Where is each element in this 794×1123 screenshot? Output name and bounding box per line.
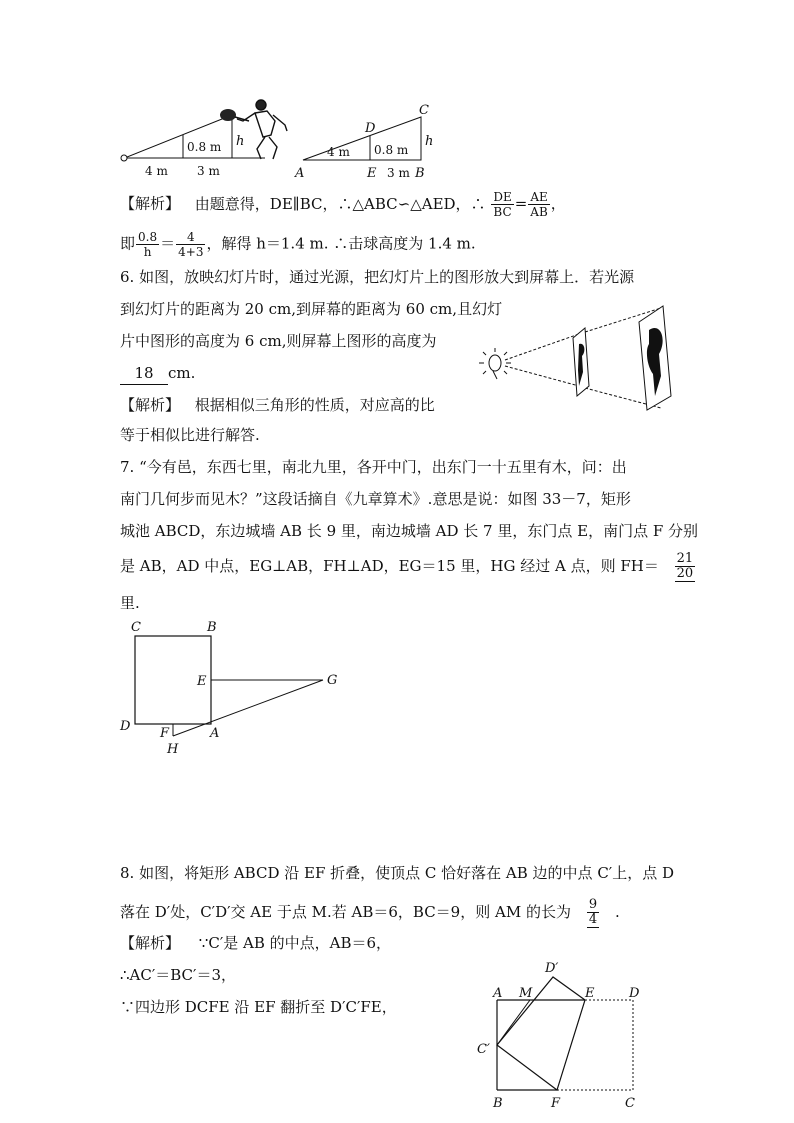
label-M: M [519, 986, 533, 1001]
label-C: C [131, 620, 141, 635]
solution-tag: 【解析】 [120, 194, 181, 213]
label-D: D [629, 986, 640, 1001]
label-E: E [197, 674, 207, 689]
q8-line2 [120, 898, 620, 928]
q6-line2-part3: 且幻灯 [457, 300, 503, 318]
triangle-abc-figure [295, 100, 445, 185]
label-G: G [327, 673, 338, 688]
label-H: H [167, 742, 179, 757]
dim-h: h [236, 134, 245, 149]
label-A: A [210, 726, 220, 741]
q7-line5: 里. [120, 594, 140, 612]
q7-line2: 南门几何步而见木？”这段话摘自《九章算术》.意思是说：如图 33－7，矩形 [120, 490, 631, 508]
point-B: B [415, 166, 425, 181]
label-B: B [493, 1096, 503, 1111]
label-F: F [551, 1096, 561, 1111]
fraction-4-7: $\frac{4}{4+3}$ [178, 230, 204, 259]
q5-solution-line2 [120, 230, 476, 259]
tennis-player-figure [115, 95, 300, 185]
q6-unit: cm. [168, 364, 196, 382]
projector-figure [475, 300, 680, 410]
city-figure [115, 615, 355, 760]
equals-sign: = [514, 194, 528, 213]
label-D-prime: D′ [545, 961, 559, 976]
q8-solution-line2: ∴AC′＝BC′＝3， [120, 966, 236, 984]
q6-line2-part1: 到幻灯片的距离为 20 cm [120, 300, 292, 318]
q6-answer-blank: 18 [120, 362, 168, 385]
q8-solution-line3: ∵四边形 DCFE 沿 EF 翻折至 D′C′FE， [120, 998, 397, 1016]
dim2-4m: 4 m [327, 145, 350, 159]
q7-line4-text: 是 AB，AD 中点，EG⊥AB，FH⊥AD，EG＝15 里，HG 经过 A 点，则 FH＝ [120, 557, 659, 575]
q7-line3: 城池 ABCD，东边城墙 AB 长 9 里，南边城墙 AD 长 7 里，东门点 E，南门点 F 分别 [120, 522, 699, 540]
label-F: F [160, 726, 170, 741]
dim-3m: 3 m [197, 164, 220, 178]
dim2-h: h [425, 134, 434, 149]
q8-answer-blank: $\frac{9}{4}$ [588, 897, 598, 927]
equals-sign-2: ＝ [160, 234, 176, 253]
point-D: D [365, 121, 376, 136]
dim-0-8m: 0.8 m [187, 140, 222, 154]
q6-solution-line2: 等于相似比进行解答. [120, 426, 260, 444]
solution-text: 由题意得，DE∥BC，∴△ABC∽△AED，∴ [194, 194, 486, 213]
q8-line2-text: 落在 D′处，C′D′交 AE 于点 M.若 AB＝6，BC＝9，则 AM 的长为 [120, 903, 571, 921]
q6-answer-line [120, 362, 195, 385]
q6-line2: 到幻灯片的距离为 20 cm,到屏幕的距离为 60 cm,且幻灯 [120, 300, 503, 318]
solution-tag: 【解析】 [120, 934, 181, 952]
player-silhouette-icon [237, 100, 287, 159]
label-C-prime: C′ [477, 1042, 490, 1057]
q6-line3: 片中图形的高度为 6 cm,则屏幕上图形的高度为 [120, 332, 437, 350]
q7-answer-blank: $\frac{21}{20}$ [676, 551, 694, 581]
solution-result: ，解得 h＝1.4 m. ∴击球高度为 1.4 m. [206, 234, 476, 253]
solution-text: 根据相似三角形的性质，对应高的比 [194, 396, 435, 414]
solution-tag: 【解析】 [120, 396, 181, 414]
label-D: D [120, 719, 131, 734]
dim-4m: 4 m [145, 164, 168, 178]
folded-rectangle-figure [475, 955, 655, 1115]
q8-line1: 8. 如图，将矩形 ABCD 沿 EF 折叠，使顶点 C 恰好落在 AB 边的中点 C′上，点 D [120, 864, 674, 882]
label-B: B [207, 620, 217, 635]
q7-line4 [120, 552, 711, 582]
dim2-3m: 3 m [387, 166, 410, 180]
point-E: E [367, 166, 377, 181]
q5-solution-line1 [120, 190, 566, 219]
q7-line1: 7. “今有邑，东西七里，南北九里，各开中门，出东门一十五里有木，问：出 [120, 458, 627, 476]
period: . [614, 903, 620, 921]
point-A: A [295, 166, 305, 181]
point-C: C [419, 103, 429, 118]
fraction-ae-ab: $\frac{AE}{AB}$ [530, 190, 548, 219]
solution-text: ∵C′是 AB 的中点，AB＝6， [198, 934, 392, 952]
dim2-0-8m: 0.8 m [374, 143, 409, 157]
prefix: 即 [120, 234, 136, 253]
q8-solution-line1 [120, 932, 391, 954]
fraction-de-bc: $\frac{DE}{BC}$ [493, 190, 512, 219]
label-C: C [625, 1096, 635, 1111]
label-A: A [493, 986, 503, 1001]
label-E: E [585, 986, 595, 1001]
q6-line2-part2: 到屏幕的距离为 60 cm [296, 300, 453, 318]
q6-solution-line1 [120, 394, 435, 416]
comma: ， [550, 194, 566, 213]
fraction-0-8-h: $\frac{0.8}{h}$ [138, 230, 158, 259]
light-bulb-icon [479, 348, 511, 379]
q6-line1: 6. 如图，放映幻灯片时，通过光源，把幻灯片上的图形放大到屏幕上．若光源 [120, 268, 635, 286]
